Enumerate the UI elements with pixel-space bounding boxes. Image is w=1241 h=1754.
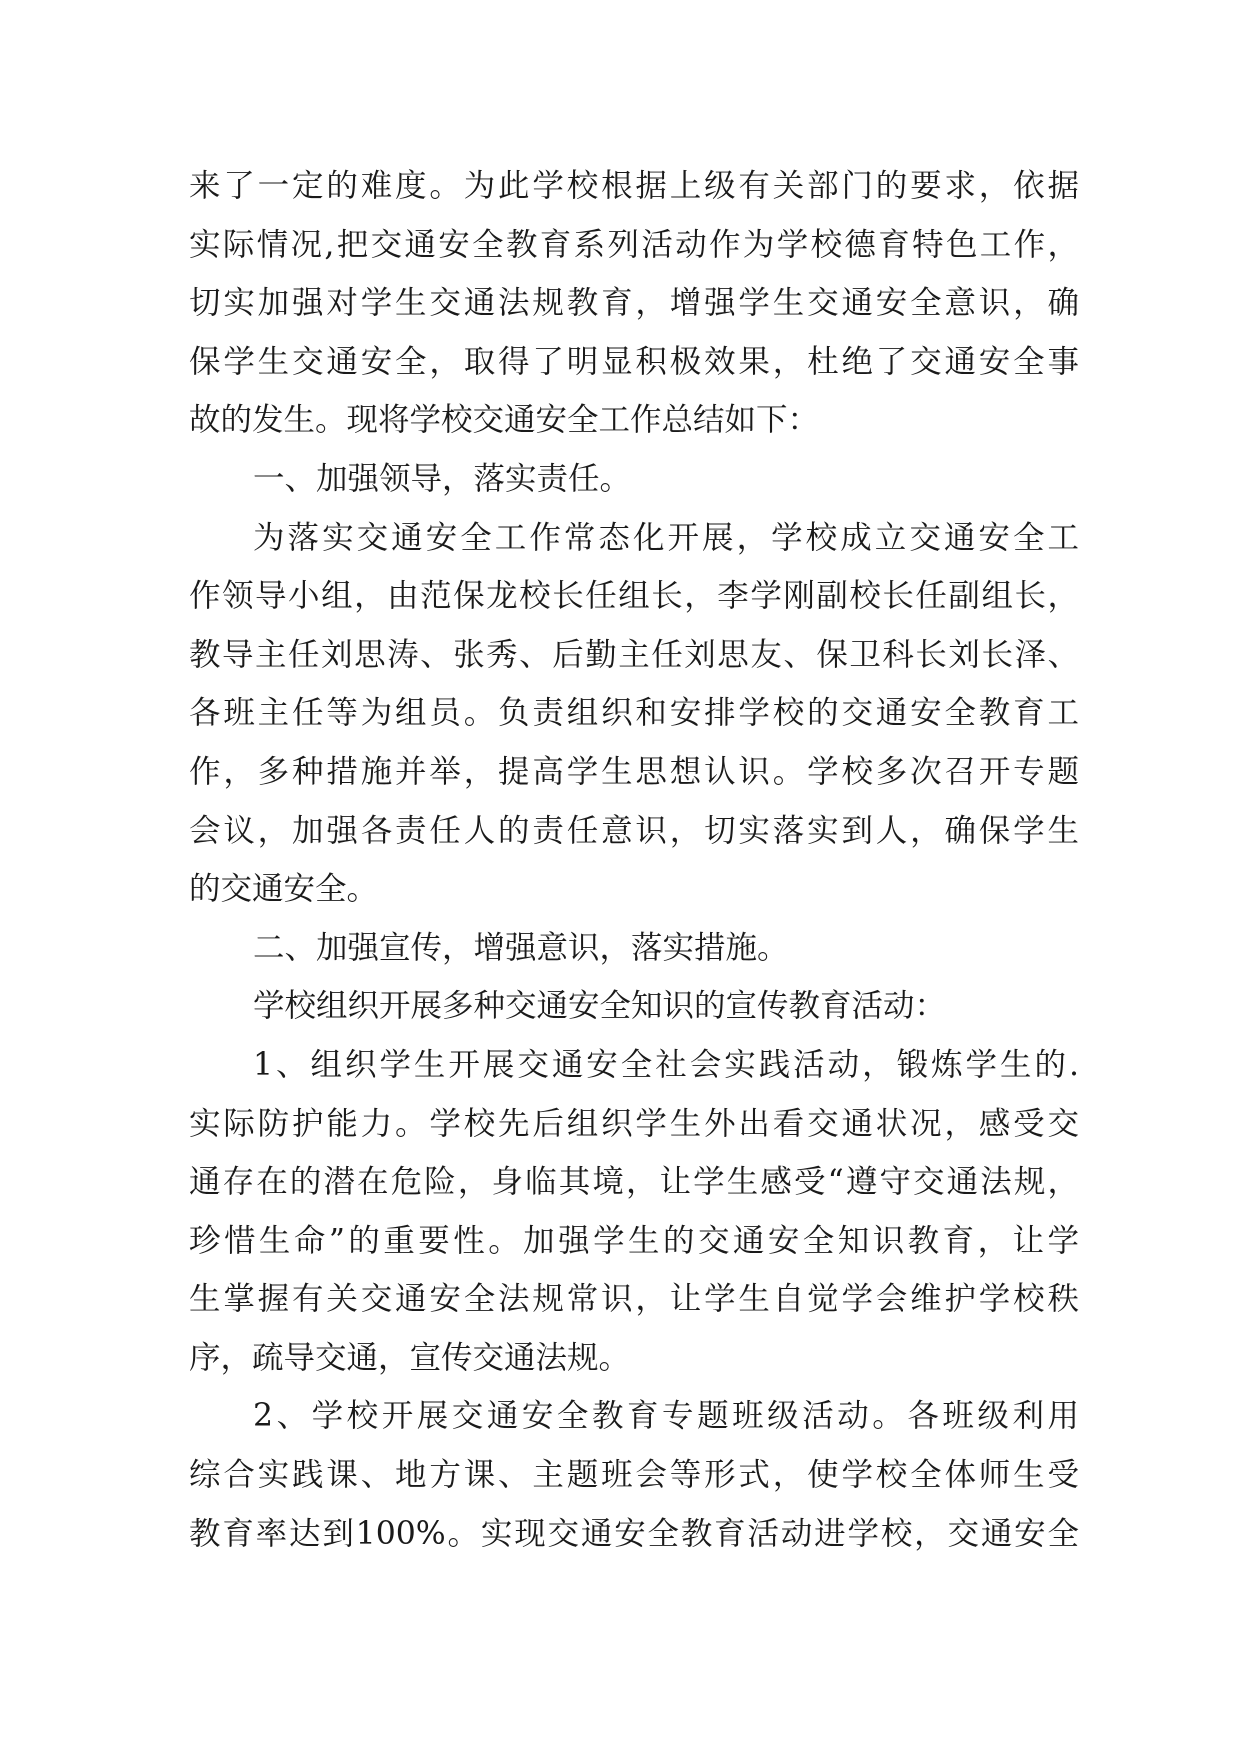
text-line: 通存在的潜在危险，身临其境，让学生感受“遵守交通法规， xyxy=(189,1164,1079,1201)
text-line: 为落实交通安全工作常态化开展，学校成立交通安全工 xyxy=(253,519,1079,556)
text-line: 教育率达到100%。实现交通安全教育活动进学校，交通安全 xyxy=(189,1515,1079,1552)
text-line: 的交通安全。 xyxy=(189,871,379,908)
text-line: 作领导小组，由范保龙校长任组长，李学刚副校长任副组长， xyxy=(189,578,1079,615)
text-line: 实际防护能力。学校先后组织学生外出看交通状况，感受交 xyxy=(189,1105,1079,1142)
text-line: 实际情况,把交通安全教育系列活动作为学校德育特色工作， xyxy=(189,226,1079,263)
text-line: 1、组织学生开展交通安全社会实践活动，锻炼学生的. xyxy=(253,1046,1079,1083)
text-line: 综合实践课、地方课、主题班会等形式，使学校全体师生受 xyxy=(189,1457,1079,1494)
text-line: 一、加强领导，落实责任。 xyxy=(253,460,632,497)
document-body xyxy=(189,157,1079,1563)
text-line: 故的发生。现将学校交通安全工作总结如下： xyxy=(189,402,820,439)
text-line: 教导主任刘思涛、张秀、后勤主任刘思友、保卫科长刘长泽、 xyxy=(189,636,1079,673)
text-line: 二、加强宣传，增强意识，落实措施。 xyxy=(253,929,789,966)
text-line: 保学生交通安全，取得了明显积极效果，杜绝了交通安全事 xyxy=(189,343,1079,380)
text-line: 2、学校开展交通安全教育专题班级活动。各班级利用 xyxy=(253,1398,1079,1435)
text-line: 生掌握有关交通安全法规常识，让学生自觉学会维护学校秩 xyxy=(189,1281,1079,1318)
text-line: 切实加强对学生交通法规教育，增强学生交通安全意识，确 xyxy=(189,285,1079,322)
text-line: 作，多种措施并举，提高学生思想认识。学校多次召开专题 xyxy=(189,753,1079,790)
text-line: 各班主任等为组员。负责组织和安排学校的交通安全教育工 xyxy=(189,695,1079,732)
text-line: 会议，加强各责任人的责任意识，切实落实到人，确保学生 xyxy=(189,812,1079,849)
text-line: 序，疏导交通，宣传交通法规。 xyxy=(189,1339,631,1376)
text-line: 来了一定的难度。为此学校根据上级有关部门的要求，依据 xyxy=(189,168,1079,204)
text-line: 珍惜生命”的重要性。加强学生的交通安全知识教育，让学 xyxy=(189,1222,1079,1259)
text-line: 学校组织开展多种交通安全知识的宣传教育活动： xyxy=(253,988,947,1025)
